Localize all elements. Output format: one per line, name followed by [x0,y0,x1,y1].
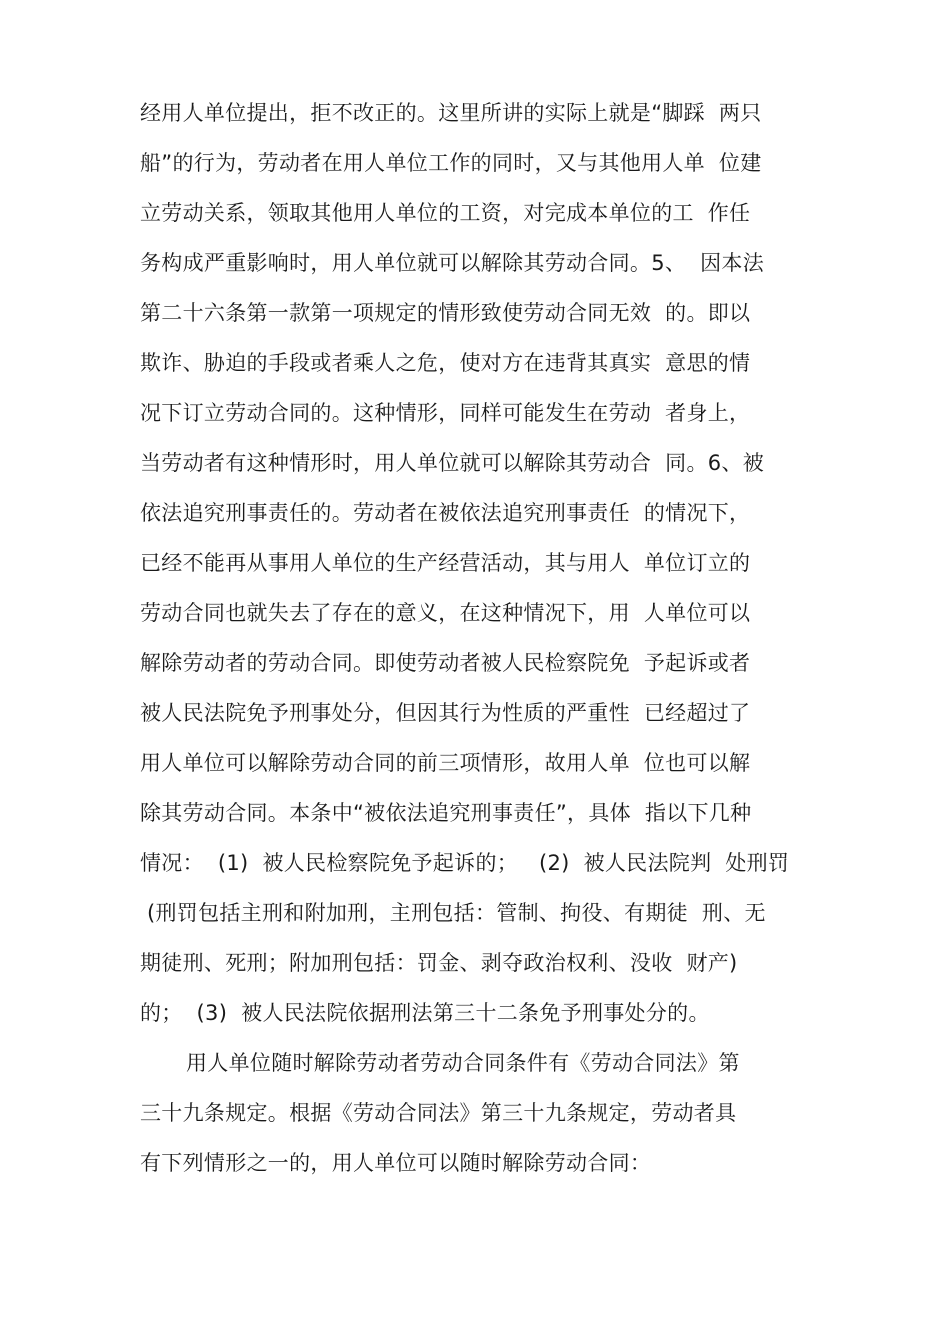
text-line: 除其劳动合同。本条中“被依法追究刑事责任”，具体 指以下几种 [140,801,752,825]
text-line: 况下订立劳动合同的。这种情形，同样可能发生在劳动 者身上， [140,401,751,425]
text-line: 被人民法院免予刑事处分，但因其行为性质的严重性 已经超过了 [140,701,751,725]
text-line: 经用人单位提出，拒不改正的。这里所讲的实际上就是“脚踩 两只 [140,101,762,125]
paragraph-first-line: 用人单位随时解除劳动者劳动合同条件有《劳动合同法》第 [186,1051,740,1075]
text-line: 用人单位可以解除劳动合同的前三项情形，故用人单 位也可以解 [140,751,751,775]
text-line: 期徒刑、死刑；附加刑包括：罚金、剥夺政治权利、没收 财产) [140,951,738,975]
text-line: 有下列情形之一的，用人单位可以随时解除劳动合同： [140,1151,652,1175]
text-line: 解除劳动者的劳动合同。即使劳动者被人民检察院免 予起诉或者 [140,651,751,675]
text-line: 当劳动者有这种情形时，用人单位就可以解除其劳动合 同。6、被 [140,451,765,475]
text-line: 欺诈、胁迫的手段或者乘人之危，使对方在违背其真实 意思的情 [140,351,751,375]
text-line: 的； (3) 被人民法院依据刑法第三十二条免予刑事处分的。 [140,1001,710,1025]
text-line: 船”的行为，劳动者在用人单位工作的同时，又与其他用人单 位建 [140,151,762,175]
text-line: 劳动合同也就失去了存在的意义，在这种情况下，用 人单位可以 [140,601,751,625]
text-line: 三十九条规定。根据《劳动合同法》第三十九条规定，劳动者具 [140,1101,737,1125]
text-line: 立劳动关系，领取其他用人单位的工资，对完成本单位的工 作任 [140,201,751,225]
text-line: (刑罚包括主刑和附加刑，主刑包括：管制、拘役、有期徒 刑、无 [140,901,766,925]
text-line: 已经不能再从事用人单位的生产经营活动，其与用人 单位订立的 [140,551,751,575]
text-line: 依法追究刑事责任的。劳动者在被依法追究刑事责任 的情况下， [140,501,751,525]
text-line: 务构成严重影响时，用人单位就可以解除其劳动合同。5、 因本法 [140,251,765,275]
text-line: 情况： (1) 被人民检察院免予起诉的； (2) 被人民法院判 处刑罚 [140,851,790,875]
text-line: 第二十六条第一款第一项规定的情形致使劳动合同无效 的。即以 [140,301,751,325]
